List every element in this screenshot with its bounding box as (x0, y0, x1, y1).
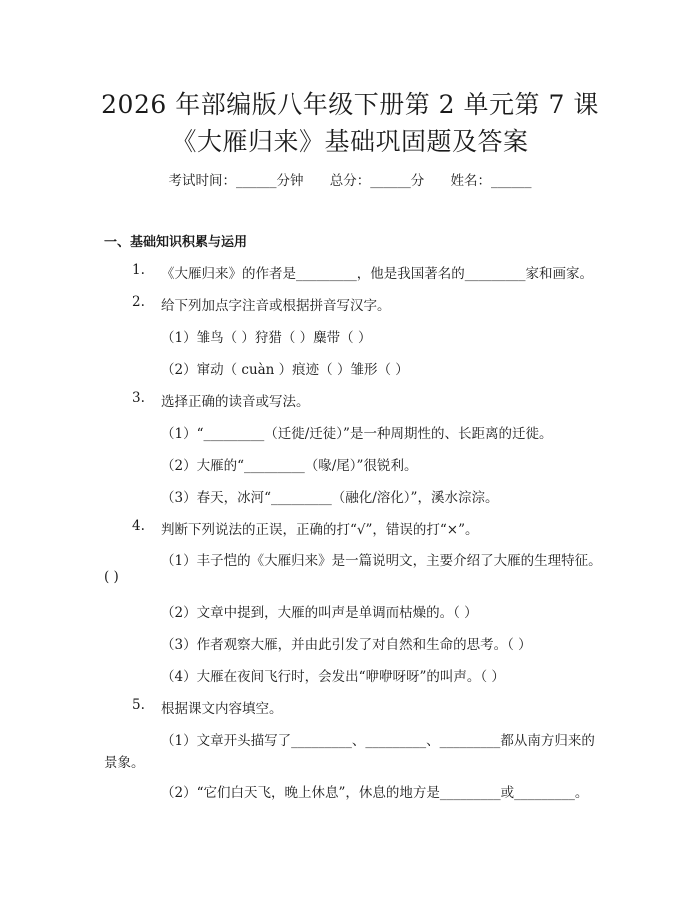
question-4-sub-1: （1）丰子恺的《大雁归来》是一篇说明文，主要介绍了大雁的生理特征。 (161, 553, 602, 569)
question-3-text: 选择正确的读音或写法。 (161, 394, 310, 410)
question-2-sub-1: （1）雏鸟（ ）狩猎（ ）麋带（ ） (161, 330, 372, 346)
question-4-sub-2: （2）文章中提到，大雁的叫声是单调而枯燥的。（ ） (161, 605, 478, 621)
section-heading: 一、基础知识积累与运用 (104, 235, 248, 250)
title-line-1: 2026 年部编版八年级下册第 2 单元第 7 课 (101, 90, 599, 119)
question-3-sub-2: （2）大雁的“_________（喙/尾）”很锐利。 (161, 458, 418, 474)
question-5-sub-1-cont: 景象。 (104, 755, 145, 771)
exam-meta (0, 169, 700, 189)
exam-time: 考试时间：______分钟 (168, 173, 304, 189)
question-5-text: 根据课文内容填空。 (161, 701, 283, 717)
question-5-sub-1: （1）文章开头描写了_________、_________、_________都从南方归来的 (161, 733, 595, 749)
question-2-sub-2: （2）窜动（ cuàn ）痕迹（ ）雏形（ ） (161, 362, 409, 378)
title-line-2: 《大雁归来》基础巩固题及答案 (171, 127, 529, 156)
question-4-sub-1-cont: ( ) (104, 569, 119, 585)
question-4-text: 判断下列说法的正误，正确的打“√”，错误的打“×”。 (161, 522, 479, 538)
question-4-sub-3: （3）作者观察大雁，并由此引发了对自然和生命的思考。（ ） (161, 637, 532, 653)
question-3-sub-3: （3）春天，冰河“_________（融化/溶化）”，溪水淙淙。 (161, 490, 499, 506)
question-2-text: 给下列加点字注音或根据拼音写汉字。 (161, 298, 391, 314)
exam-name: 姓名：______ (450, 173, 532, 189)
exam-score: 总分：______分 (329, 173, 425, 189)
question-4-sub-4: （4）大雁在夜间飞行时，会发出“咿咿呀呀”的叫声。（ ） (161, 669, 505, 685)
question-number: 2. (132, 294, 145, 310)
question-number: 1. (132, 262, 145, 278)
question-number: 4. (132, 518, 145, 534)
question-number: 3. (132, 390, 145, 406)
question-1-text: 《大雁归来》的作者是_________，他是我国著名的_________家和画家。 (161, 266, 593, 282)
question-number: 5. (132, 697, 145, 713)
question-5-sub-2: （2）“它们白天飞，晚上休息”，休息的地方是_________或_________。 (161, 785, 589, 801)
question-3-sub-1: （1）“_________（迁徙/迁徒）”是一种周期性的、长距离的迁徙。 (161, 426, 553, 442)
